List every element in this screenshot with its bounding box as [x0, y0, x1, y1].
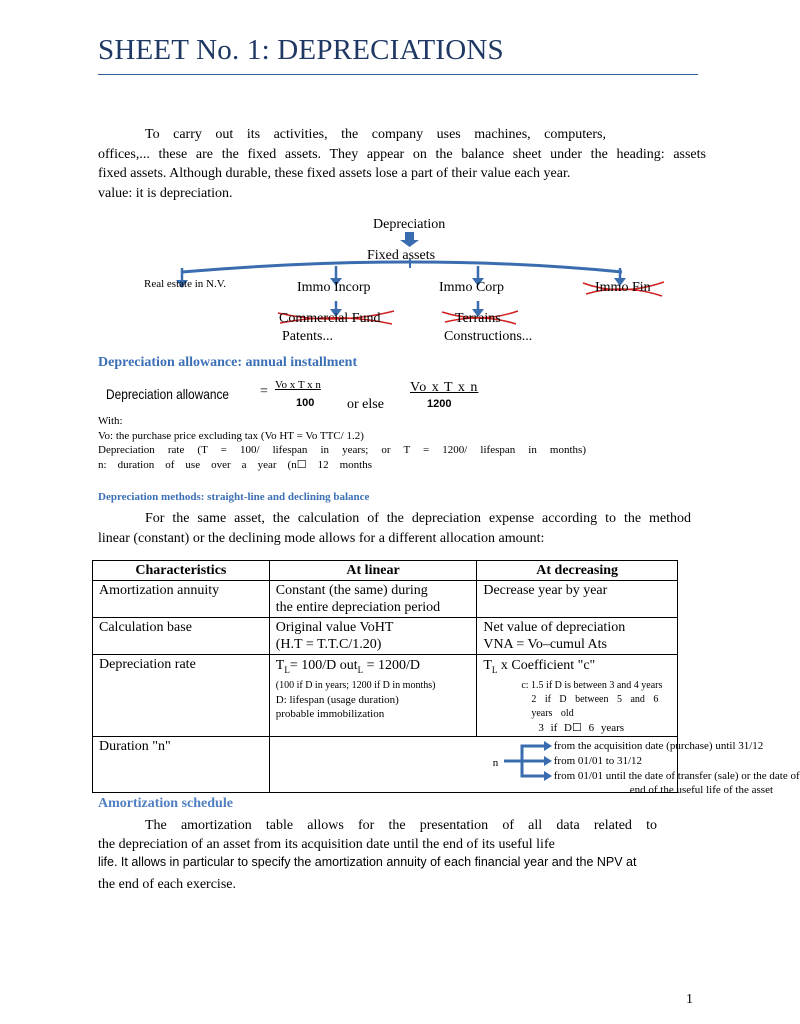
cell-line: Net value of depreciation: [483, 620, 626, 635]
formula-subscript: L: [491, 664, 498, 675]
cell-line: 2 if D between 5 and 6 years old: [531, 693, 659, 719]
cell-line: (100 if D in years; 1200 if D in months): [275, 679, 436, 691]
cell-line: (H.T = T.T.C/1.20): [275, 637, 382, 652]
page-title: SHEET No. 1: DEPRECIATIONS: [98, 34, 504, 66]
duration-option: from 01/01 to 31/12: [553, 754, 643, 767]
table-cell: Amortization annuity: [93, 581, 270, 618]
schedule-heading: Amortization schedule: [98, 796, 233, 811]
cell-line: the entire depreciation period: [275, 600, 441, 615]
allowance-label: Depreciation allowance: [106, 386, 230, 402]
rate-definition: Depreciation rate (T = 100/ lifespan in years; or T = 1200/ lifespan in months): [98, 444, 586, 456]
formula-subscript: L: [357, 664, 364, 675]
cell-line: Original value VoHT: [275, 620, 394, 635]
table-cell: [269, 736, 800, 796]
table-row: [93, 581, 678, 618]
intro-line-2: offices,... these are the fixed assets. They appear on the balance sheet under the heading: assets: [98, 147, 706, 162]
comparison-table: [92, 560, 800, 796]
allowance-denominator-1: 100: [296, 397, 315, 409]
formula-part: = 100/D out: [289, 658, 358, 673]
duration-option: from 01/01 until the date of transfer (sale) or the date of: [553, 769, 800, 782]
page-number: 1: [686, 992, 693, 1007]
diagram-immo-corp: Immo Corp: [439, 280, 504, 295]
table-header: Characteristics: [93, 561, 270, 581]
cell-line: D: lifespan (usage duration): [275, 693, 399, 706]
table-cell: [477, 655, 678, 737]
methods-line-1: For the same asset, the calculation of the depreciation expense according to the method: [145, 511, 691, 526]
table-cell: [477, 618, 678, 655]
schedule-line-1: The amortization table allows for the presentation of all data related to: [145, 818, 657, 833]
diagram-arrows: [0, 0, 768, 360]
formula-subscript: L: [284, 664, 290, 675]
allowance-equals: =: [260, 384, 268, 399]
table-header-row: [93, 561, 678, 581]
table-cell: [269, 581, 477, 618]
methods-line-2: linear (constant) or the declining mode allows for a different allocation amount:: [98, 531, 545, 546]
n-label: n: [492, 756, 499, 769]
table-cell: Duration "n": [93, 736, 270, 792]
intro-line-4: value: it is depreciation.: [98, 186, 233, 201]
with-label: With:: [98, 415, 123, 427]
diagram-constructions: Constructions...: [444, 329, 533, 344]
table-row: [93, 736, 678, 792]
diagram-immo-incorp: Immo Incorp: [297, 280, 371, 295]
allowance-or-else: or else: [347, 397, 384, 412]
diagram-real-estate: Real estate in N.V.: [144, 278, 226, 290]
table-row: [93, 618, 678, 655]
diagram-patents: Patents...: [282, 329, 333, 344]
formula-part: T: [483, 658, 492, 673]
vo-definition: Vo: the purchase price excluding tax (Vo HT = Vo TTC/ 1.2): [98, 430, 364, 442]
duration-option: end of the useful life of the asset: [629, 783, 774, 796]
table-cell: Calculation base: [93, 618, 270, 655]
table-cell: Decrease year by year: [477, 581, 678, 618]
table-row: [93, 655, 678, 737]
intro-line-1: To carry out its activities, the company uses machines, computers,: [145, 127, 606, 142]
n-definition: n: duration of use over a year (n☐ 12 months: [98, 459, 372, 471]
cell-line: VNA = Vo–cumul Ats: [483, 637, 608, 652]
table-header: At decreasing: [477, 561, 678, 581]
allowance-denominator-2: 1200: [427, 398, 452, 410]
duration-option: from the acquisition date (purchase) until 31/12: [553, 739, 764, 752]
cell-line: 3 if D☐ 6 years: [538, 721, 625, 734]
formula-part: T: [275, 658, 285, 673]
allowance-numerator-1: Vo x T x n: [275, 379, 321, 391]
schedule-line-2: the depreciation of an asset from its acquisition date until the end of its useful life: [98, 837, 555, 852]
duration-arrows: [502, 741, 558, 785]
table-header: At linear: [269, 561, 477, 581]
intro-line-3: fixed assets. Although durable, these fixed assets lose a part of their value each year.: [98, 166, 571, 181]
cell-line: c: 1.5 if D is between 3 and 4 years: [521, 679, 663, 691]
formula-part: x Coefficient "c": [497, 658, 596, 673]
schedule-line-4: the end of each exercise.: [98, 877, 236, 892]
table-cell: [269, 618, 477, 655]
methods-heading: Depreciation methods: straight-line and declining balance: [98, 491, 370, 503]
cell-line: Constant (the same) during: [275, 583, 428, 598]
rate-formula: [276, 657, 471, 679]
diagram-commercial-fund: Commercial Fund: [279, 311, 381, 326]
table-cell: [269, 655, 477, 737]
schedule-line-3: life. It allows in particular to specify the amortization annuity of each financial year and the NPV at: [98, 855, 637, 869]
formula-part: = 1200/D: [363, 658, 421, 673]
cell-line: probable immobilization: [275, 707, 385, 720]
allowance-heading: Depreciation allowance: annual installment: [98, 355, 358, 370]
decreasing-formula: [483, 657, 671, 679]
diagram-immo-fin: Immo Fin: [595, 280, 651, 295]
allowance-numerator-2: Vo x T x n: [410, 380, 479, 395]
diagram-terrains: Terrains: [455, 311, 501, 326]
diagram-depreciation: Depreciation: [373, 217, 446, 232]
table-cell: Depreciation rate: [93, 655, 270, 737]
diagram-fixed-assets: Fixed assets: [367, 248, 436, 263]
